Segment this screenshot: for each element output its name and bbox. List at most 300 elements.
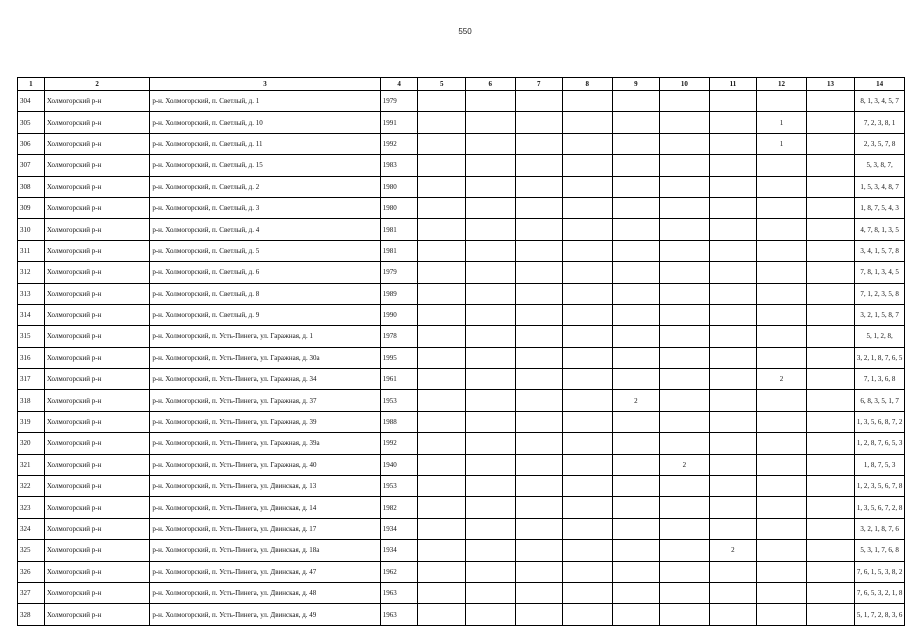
cell-c12 [757, 582, 807, 603]
cell-c14: 3, 2, 1, 5, 8, 7 [855, 304, 905, 325]
cell-c6 [465, 112, 515, 133]
cell-c6 [465, 262, 515, 283]
cell-c14: 7, 1, 2, 3, 5, 8 [855, 283, 905, 304]
cell-c10 [660, 604, 710, 625]
cell-c12 [757, 304, 807, 325]
cell-c3: р-н. Холмогорский, п. Светлый, д. 10 [150, 112, 380, 133]
cell-c4: 1983 [380, 155, 418, 176]
cell-c13 [806, 283, 855, 304]
cell-c7 [515, 518, 563, 539]
cell-c13 [806, 561, 855, 582]
cell-c11 [709, 112, 757, 133]
cell-c11 [709, 518, 757, 539]
cell-c8 [563, 561, 613, 582]
cell-c5 [418, 497, 466, 518]
cell-c4: 1992 [380, 433, 418, 454]
table-row [18, 240, 905, 261]
cell-c7 [515, 155, 563, 176]
cell-c12 [757, 219, 807, 240]
cell-c13 [806, 369, 855, 390]
cell-c4: 1934 [380, 518, 418, 539]
cell-c12 [757, 347, 807, 368]
cell-c10 [660, 133, 710, 154]
cell-c9 [612, 91, 660, 112]
cell-c3: р-н. Холмогорский, п. Усть-Пинега, ул. Двинская, д. 47 [150, 561, 380, 582]
cell-c14: 1, 8, 7, 5, 4, 3 [855, 197, 905, 218]
cell-c13 [806, 240, 855, 261]
cell-c1: 310 [18, 219, 45, 240]
cell-c3: р-н. Холмогорский, п. Светлый, д. 1 [150, 91, 380, 112]
cell-c1: 317 [18, 369, 45, 390]
cell-c13 [806, 91, 855, 112]
cell-c11 [709, 283, 757, 304]
cell-c5 [418, 390, 466, 411]
cell-c5 [418, 561, 466, 582]
cell-c9 [612, 283, 660, 304]
cell-c8 [563, 476, 613, 497]
cell-c1: 320 [18, 433, 45, 454]
column-header: 13 [806, 78, 855, 91]
cell-c2: Холмогорский р-н [44, 112, 149, 133]
cell-c4: 1934 [380, 540, 418, 561]
cell-c1: 307 [18, 155, 45, 176]
cell-c2: Холмогорский р-н [44, 540, 149, 561]
cell-c13 [806, 604, 855, 625]
cell-c5 [418, 133, 466, 154]
cell-c8 [563, 91, 613, 112]
cell-c4: 1981 [380, 219, 418, 240]
cell-c13 [806, 176, 855, 197]
cell-c10 [660, 411, 710, 432]
cell-c12 [757, 433, 807, 454]
cell-c3: р-н. Холмогорский, п. Усть-Пинега, ул. Гаражная, д. 1 [150, 326, 380, 347]
table-row [18, 91, 905, 112]
table-row [18, 369, 905, 390]
cell-c10 [660, 219, 710, 240]
column-header: 1 [18, 78, 45, 91]
cell-c6 [465, 433, 515, 454]
cell-c7 [515, 240, 563, 261]
cell-c1: 328 [18, 604, 45, 625]
cell-c5 [418, 454, 466, 475]
cell-c10 [660, 476, 710, 497]
cell-c7 [515, 540, 563, 561]
cell-c11 [709, 390, 757, 411]
cell-c5 [418, 197, 466, 218]
cell-c3: р-н. Холмогорский, п. Усть-Пинега, ул. Двинская, д. 48 [150, 582, 380, 603]
cell-c8 [563, 326, 613, 347]
cell-c4: 1963 [380, 604, 418, 625]
cell-c2: Холмогорский р-н [44, 326, 149, 347]
table-row [18, 155, 905, 176]
cell-c6 [465, 582, 515, 603]
cell-c3: р-н. Холмогорский, п. Усть-Пинега, ул. Двинская, д. 17 [150, 518, 380, 539]
cell-c10 [660, 197, 710, 218]
cell-c4: 1961 [380, 369, 418, 390]
cell-c13 [806, 433, 855, 454]
cell-c12 [757, 497, 807, 518]
table-row [18, 326, 905, 347]
header-row [18, 78, 905, 91]
cell-c12 [757, 262, 807, 283]
cell-c10 [660, 262, 710, 283]
cell-c8 [563, 219, 613, 240]
cell-c4: 1962 [380, 561, 418, 582]
cell-c5 [418, 262, 466, 283]
cell-c3: р-н. Холмогорский, п. Усть-Пинега, ул. Двинская, д. 18а [150, 540, 380, 561]
cell-c3: р-н. Холмогорский, п. Светлый, д. 5 [150, 240, 380, 261]
cell-c7 [515, 133, 563, 154]
cell-c7 [515, 582, 563, 603]
cell-c6 [465, 369, 515, 390]
cell-c8 [563, 262, 613, 283]
cell-c8 [563, 283, 613, 304]
cell-c13 [806, 411, 855, 432]
cell-c11: 2 [709, 540, 757, 561]
cell-c14: 1, 2, 3, 5, 6, 7, 8 [855, 476, 905, 497]
cell-c1: 325 [18, 540, 45, 561]
cell-c14: 3, 4, 1, 5, 7, 8 [855, 240, 905, 261]
cell-c2: Холмогорский р-н [44, 240, 149, 261]
cell-c7 [515, 304, 563, 325]
cell-c11 [709, 304, 757, 325]
cell-c12 [757, 197, 807, 218]
cell-c7 [515, 283, 563, 304]
cell-c9 [612, 133, 660, 154]
cell-c4: 1991 [380, 112, 418, 133]
cell-c6 [465, 240, 515, 261]
column-header: 10 [660, 78, 710, 91]
cell-c10 [660, 112, 710, 133]
cell-c14: 1, 5, 3, 4, 8, 7 [855, 176, 905, 197]
cell-c2: Холмогорский р-н [44, 454, 149, 475]
cell-c12 [757, 176, 807, 197]
cell-c14: 8, 1, 3, 4, 5, 7 [855, 91, 905, 112]
cell-c8 [563, 133, 613, 154]
cell-c2: Холмогорский р-н [44, 604, 149, 625]
cell-c12: 1 [757, 133, 807, 154]
cell-c7 [515, 497, 563, 518]
table-row [18, 540, 905, 561]
cell-c12 [757, 518, 807, 539]
cell-c4: 1978 [380, 326, 418, 347]
cell-c12 [757, 604, 807, 625]
cell-c1: 321 [18, 454, 45, 475]
cell-c5 [418, 283, 466, 304]
cell-c2: Холмогорский р-н [44, 411, 149, 432]
table-row [18, 262, 905, 283]
cell-c6 [465, 454, 515, 475]
cell-c10 [660, 390, 710, 411]
cell-c10 [660, 304, 710, 325]
table-row [18, 454, 905, 475]
cell-c11 [709, 369, 757, 390]
cell-c9 [612, 155, 660, 176]
table-row [18, 433, 905, 454]
cell-c7 [515, 219, 563, 240]
cell-c7 [515, 433, 563, 454]
cell-c9 [612, 262, 660, 283]
column-header: 8 [563, 78, 613, 91]
table-row [18, 411, 905, 432]
cell-c10 [660, 561, 710, 582]
cell-c8 [563, 176, 613, 197]
cell-c5 [418, 433, 466, 454]
cell-c10 [660, 433, 710, 454]
cell-c6 [465, 91, 515, 112]
cell-c7 [515, 326, 563, 347]
cell-c8 [563, 112, 613, 133]
cell-c14: 4, 7, 8, 1, 3, 5 [855, 219, 905, 240]
cell-c9 [612, 497, 660, 518]
cell-c4: 1982 [380, 497, 418, 518]
cell-c14: 5, 1, 2, 8, [855, 326, 905, 347]
cell-c1: 327 [18, 582, 45, 603]
cell-c8 [563, 582, 613, 603]
page-number: 550 [458, 27, 472, 36]
cell-c4: 1963 [380, 582, 418, 603]
cell-c8 [563, 347, 613, 368]
cell-c11 [709, 604, 757, 625]
cell-c12 [757, 476, 807, 497]
cell-c7 [515, 112, 563, 133]
cell-c9 [612, 112, 660, 133]
cell-c8 [563, 497, 613, 518]
cell-c12 [757, 390, 807, 411]
cell-c14: 5, 3, 1, 7, 6, 8 [855, 540, 905, 561]
cell-c9 [612, 518, 660, 539]
cell-c6 [465, 133, 515, 154]
cell-c13 [806, 304, 855, 325]
cell-c12 [757, 454, 807, 475]
cell-c12 [757, 91, 807, 112]
cell-c12 [757, 240, 807, 261]
table-row [18, 476, 905, 497]
cell-c14: 1, 3, 5, 6, 8, 7, 2 [855, 411, 905, 432]
cell-c1: 306 [18, 133, 45, 154]
cell-c7 [515, 604, 563, 625]
cell-c11 [709, 454, 757, 475]
cell-c5 [418, 219, 466, 240]
cell-c5 [418, 347, 466, 368]
cell-c5 [418, 304, 466, 325]
data-table [17, 77, 905, 626]
cell-c7 [515, 176, 563, 197]
cell-c1: 308 [18, 176, 45, 197]
cell-c9 [612, 240, 660, 261]
cell-c7 [515, 476, 563, 497]
cell-c1: 309 [18, 197, 45, 218]
cell-c1: 313 [18, 283, 45, 304]
cell-c5 [418, 582, 466, 603]
cell-c5 [418, 518, 466, 539]
cell-c1: 312 [18, 262, 45, 283]
cell-c12 [757, 540, 807, 561]
cell-c14: 6, 8, 3, 5, 1, 7 [855, 390, 905, 411]
cell-c7 [515, 347, 563, 368]
table-row [18, 283, 905, 304]
cell-c13 [806, 155, 855, 176]
cell-c6 [465, 283, 515, 304]
cell-c3: р-н. Холмогорский, п. Светлый, д. 8 [150, 283, 380, 304]
cell-c5 [418, 369, 466, 390]
column-header: 7 [515, 78, 563, 91]
cell-c9 [612, 561, 660, 582]
cell-c6 [465, 561, 515, 582]
cell-c10 [660, 326, 710, 347]
cell-c7 [515, 262, 563, 283]
cell-c1: 322 [18, 476, 45, 497]
cell-c14: 7, 8, 1, 3, 4, 5 [855, 262, 905, 283]
cell-c4: 1979 [380, 262, 418, 283]
column-header: 5 [418, 78, 466, 91]
cell-c11 [709, 433, 757, 454]
cell-c9 [612, 219, 660, 240]
cell-c11 [709, 240, 757, 261]
cell-c12 [757, 155, 807, 176]
cell-c10: 2 [660, 454, 710, 475]
cell-c10 [660, 369, 710, 390]
cell-c14: 5, 1, 7, 2, 8, 3, 6 [855, 604, 905, 625]
cell-c9 [612, 604, 660, 625]
cell-c9 [612, 411, 660, 432]
cell-c12 [757, 411, 807, 432]
cell-c4: 1940 [380, 454, 418, 475]
cell-c4: 1992 [380, 133, 418, 154]
cell-c1: 311 [18, 240, 45, 261]
cell-c11 [709, 497, 757, 518]
cell-c10 [660, 540, 710, 561]
cell-c13 [806, 454, 855, 475]
cell-c7 [515, 390, 563, 411]
cell-c7 [515, 91, 563, 112]
cell-c14: 2, 3, 5, 7, 8 [855, 133, 905, 154]
cell-c13 [806, 133, 855, 154]
cell-c11 [709, 176, 757, 197]
cell-c13 [806, 262, 855, 283]
cell-c3: р-н. Холмогорский, п. Светлый, д. 4 [150, 219, 380, 240]
cell-c8 [563, 304, 613, 325]
cell-c3: р-н. Холмогорский, п. Усть-Пинега, ул. Двинская, д. 14 [150, 497, 380, 518]
table-row [18, 304, 905, 325]
cell-c10 [660, 283, 710, 304]
cell-c12 [757, 283, 807, 304]
cell-c9 [612, 540, 660, 561]
cell-c3: р-н. Холмогорский, п. Светлый, д. 3 [150, 197, 380, 218]
cell-c2: Холмогорский р-н [44, 197, 149, 218]
cell-c1: 326 [18, 561, 45, 582]
column-header: 12 [757, 78, 807, 91]
table-row [18, 347, 905, 368]
cell-c5 [418, 604, 466, 625]
cell-c13 [806, 219, 855, 240]
cell-c3: р-н. Холмогорский, п. Светлый, д. 6 [150, 262, 380, 283]
cell-c10 [660, 91, 710, 112]
cell-c7 [515, 411, 563, 432]
cell-c10 [660, 518, 710, 539]
cell-c11 [709, 197, 757, 218]
cell-c10 [660, 582, 710, 603]
cell-c11 [709, 219, 757, 240]
cell-c1: 318 [18, 390, 45, 411]
cell-c4: 1990 [380, 304, 418, 325]
cell-c8 [563, 197, 613, 218]
cell-c3: р-н. Холмогорский, п. Усть-Пинега, ул. Гаражная, д. 34 [150, 369, 380, 390]
cell-c12: 2 [757, 369, 807, 390]
cell-c5 [418, 540, 466, 561]
cell-c4: 1989 [380, 283, 418, 304]
cell-c2: Холмогорский р-н [44, 219, 149, 240]
cell-c12 [757, 326, 807, 347]
cell-c14: 3, 2, 1, 8, 7, 6, 5 [855, 347, 905, 368]
cell-c2: Холмогорский р-н [44, 133, 149, 154]
cell-c9 [612, 197, 660, 218]
cell-c3: р-н. Холмогорский, п. Усть-Пинега, ул. Гаражная, д. 39а [150, 433, 380, 454]
table-row [18, 112, 905, 133]
cell-c2: Холмогорский р-н [44, 262, 149, 283]
cell-c6 [465, 176, 515, 197]
cell-c10 [660, 240, 710, 261]
cell-c11 [709, 155, 757, 176]
cell-c3: р-н. Холмогорский, п. Усть-Пинега, ул. Гаражная, д. 37 [150, 390, 380, 411]
cell-c8 [563, 604, 613, 625]
cell-c9 [612, 476, 660, 497]
cell-c10 [660, 497, 710, 518]
cell-c6 [465, 518, 515, 539]
cell-c2: Холмогорский р-н [44, 369, 149, 390]
cell-c8 [563, 518, 613, 539]
table-row [18, 176, 905, 197]
table-row [18, 197, 905, 218]
cell-c10 [660, 155, 710, 176]
cell-c2: Холмогорский р-н [44, 476, 149, 497]
cell-c11 [709, 262, 757, 283]
cell-c6 [465, 411, 515, 432]
cell-c13 [806, 197, 855, 218]
cell-c1: 315 [18, 326, 45, 347]
cell-c9 [612, 433, 660, 454]
cell-c14: 3, 2, 1, 8, 7, 6 [855, 518, 905, 539]
cell-c11 [709, 133, 757, 154]
cell-c14: 1, 8, 7, 5, 3 [855, 454, 905, 475]
cell-c2: Холмогорский р-н [44, 91, 149, 112]
cell-c13 [806, 390, 855, 411]
cell-c14: 1, 3, 5, 6, 7, 2, 8 [855, 497, 905, 518]
cell-c8 [563, 433, 613, 454]
cell-c1: 324 [18, 518, 45, 539]
cell-c6 [465, 390, 515, 411]
cell-c6 [465, 155, 515, 176]
cell-c3: р-н. Холмогорский, п. Усть-Пинега, ул. Гаражная, д. 40 [150, 454, 380, 475]
cell-c2: Холмогорский р-н [44, 497, 149, 518]
cell-c11 [709, 582, 757, 603]
cell-c8 [563, 390, 613, 411]
cell-c8 [563, 155, 613, 176]
column-header: 9 [612, 78, 660, 91]
cell-c3: р-н. Холмогорский, п. Усть-Пинега, ул. Гаражная, д. 30а [150, 347, 380, 368]
cell-c14: 7, 6, 5, 3, 2, 1, 8 [855, 582, 905, 603]
cell-c3: р-н. Холмогорский, п. Светлый, д. 2 [150, 176, 380, 197]
cell-c5 [418, 91, 466, 112]
cell-c2: Холмогорский р-н [44, 561, 149, 582]
cell-c2: Холмогорский р-н [44, 390, 149, 411]
table-row [18, 561, 905, 582]
cell-c13 [806, 497, 855, 518]
cell-c4: 1979 [380, 91, 418, 112]
cell-c5 [418, 240, 466, 261]
cell-c10 [660, 176, 710, 197]
cell-c5 [418, 112, 466, 133]
